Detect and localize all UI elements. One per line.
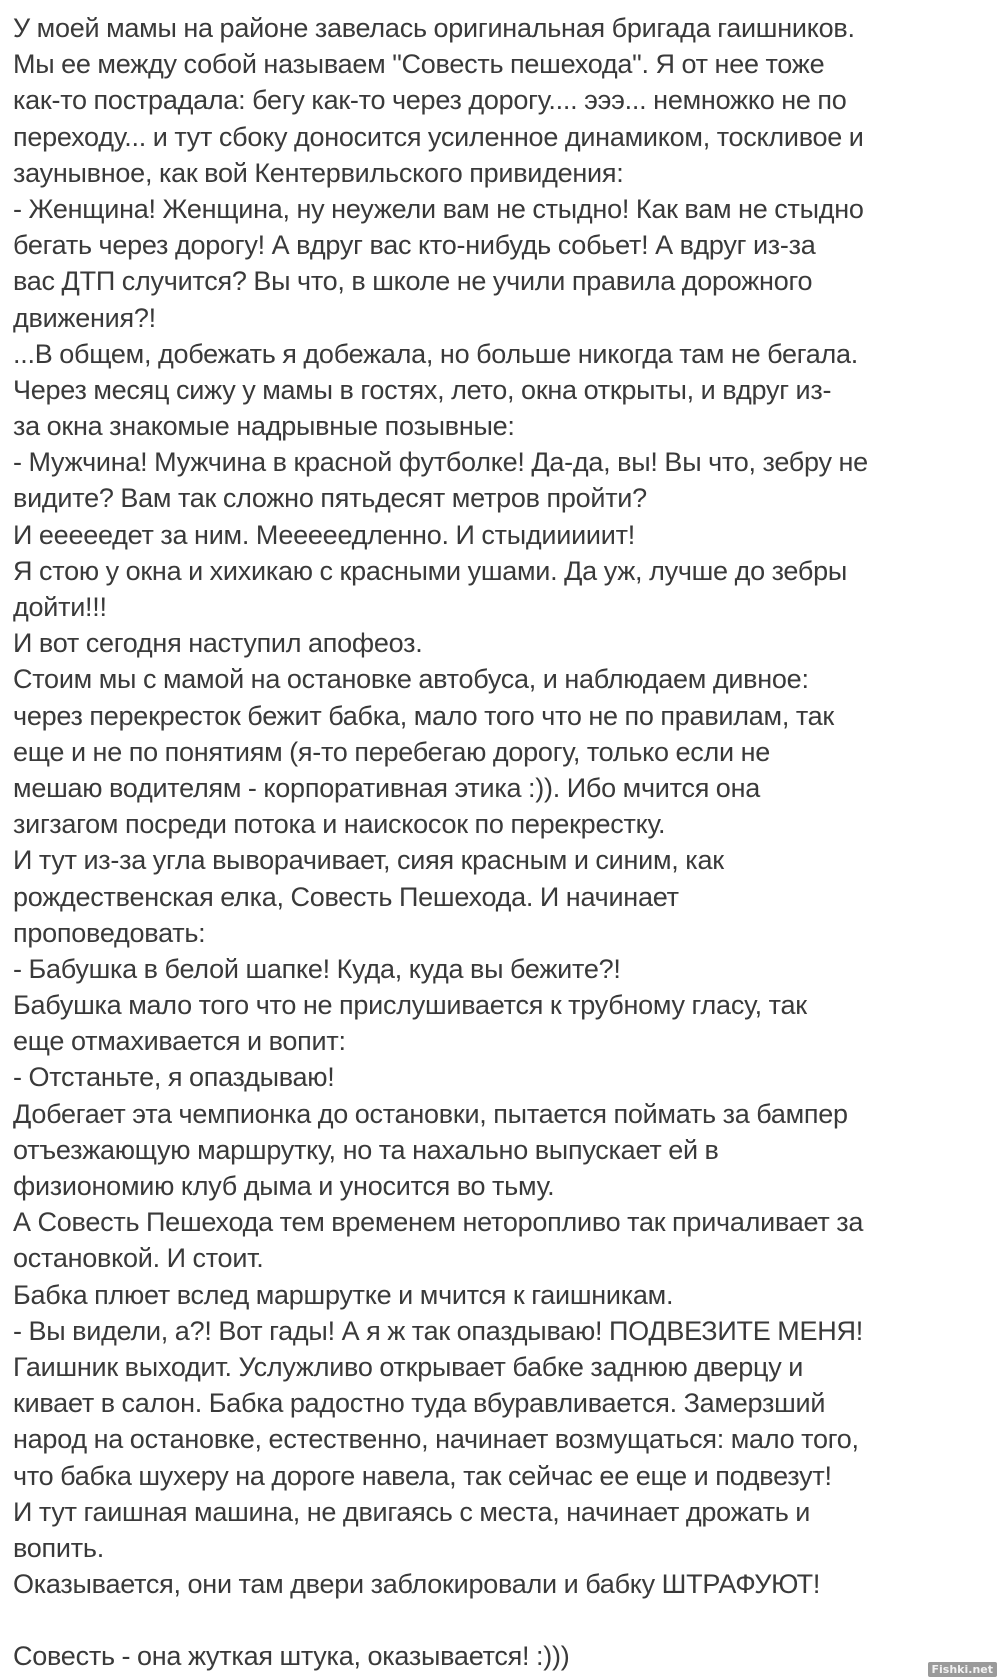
story-line: У моей мамы на районе завелась оригинальная бригада гаишников. <box>13 13 855 43</box>
story-line: что бабка шухеру на дороге навела, так сейчас ее еще и подвезут! <box>13 1460 832 1491</box>
story-line: вас ДТП случится? Вы что, в школе не учили правила дорожного <box>13 266 813 297</box>
story-line: Бабушка мало того что не прислушивается к трубному гласу, так <box>13 990 807 1021</box>
story-line: зигзагом посреди потока и наискосок по перекрестку. <box>13 809 666 840</box>
story-line: И ееееедет за ним. Мееееедленно. И стыдииииит! <box>13 519 635 550</box>
story-line: А Совесть Пешехода тем временем неторопливо так причаливает за <box>13 1207 864 1238</box>
story-line: кивает в салон. Бабка радостно туда вбуравливается. Замерзший <box>13 1388 826 1419</box>
site-watermark: Fishki.net <box>928 1662 997 1677</box>
story-line: дойти!!! <box>13 592 107 622</box>
story-line: вопить. <box>13 1532 104 1563</box>
story-line: остановкой. И стоит. <box>13 1243 264 1274</box>
story-line: мешаю водителям - корпоративная этика :)). Ибо мчится она <box>13 772 761 803</box>
story-line: еще и не по понятиям (я-то перебегаю дорогу, только если не <box>13 736 771 767</box>
story-line: проповедовать: <box>13 917 206 948</box>
story-line: Мы ее между собой называем "Совесть пешехода". Я от нее тоже <box>13 49 825 80</box>
story-line: - Отстаньте, я опаздываю! <box>13 1062 335 1093</box>
story-line: И вот сегодня наступил апофеоз. <box>13 628 423 659</box>
story-line: переходу... и тут сбоку доносится усиленное динамиком, тоскливое и <box>13 121 864 152</box>
story-line: через перекресток бежит бабка, мало того что не по правилам, так <box>13 700 834 731</box>
story-line: рождественская елка, Совесть Пешехода. И начинает <box>13 881 679 912</box>
story-line: - Мужчина! Мужчина в красной футболке! Да-да, вы! Вы что, зебру не <box>13 447 868 478</box>
story-line: Стоим мы с мамой на остановке автобуса, и наблюдаем дивное: <box>13 664 809 695</box>
story-line: Через месяц сижу у мамы в гостях, лето, окна открыты, и вдруг из- <box>13 374 832 405</box>
story-line: движения?! <box>13 302 156 333</box>
story-line: как-то пострадала: бегу как-то через дорогу.... эээ... немножко не по <box>13 85 847 116</box>
story-line: за окна знакомые надрывные позывные: <box>13 411 515 442</box>
story-line: Бабка плюет вслед маршрутке и мчится к гаишникам. <box>13 1279 674 1310</box>
story-line: - Женщина! Женщина, ну неужели вам не стыдно! Как вам не стыдно <box>13 193 864 224</box>
story-line: Совесть - она жуткая штука, оказывается! :))) <box>13 1641 570 1672</box>
story-line: ...В общем, добежать я добежала, но больше никогда там не бегала. <box>13 338 859 369</box>
story-line: бегать через дорогу! А вдруг вас кто-нибудь собьет! А вдруг из-за <box>13 230 816 261</box>
story-line: отъезжающую маршрутку, но та нахально выпускает ей в <box>13 1134 719 1165</box>
story-line: народ на остановке, естественно, начинает возмущаться: мало того, <box>13 1424 859 1455</box>
blank-line <box>13 1602 992 1638</box>
story-line: - Вы видели, а?! Вот гады! А я ж так опаздываю! ПОДВЕЗИТЕ МЕНЯ! <box>13 1315 864 1346</box>
story-line: И тут гаишная машина, не двигаясь с места, начинает дрожать и <box>13 1496 811 1527</box>
story-line: заунывное, как вой Кентервильского привидения: <box>13 157 624 188</box>
story-line: Оказывается, они там двери заблокировали и бабку ШТРАФУЮТ! <box>13 1569 821 1600</box>
story-line: - Бабушка в белой шапке! Куда, куда вы бежите?! <box>13 953 621 984</box>
story-line: физиономию клуб дыма и уносится во тьму. <box>13 1171 555 1201</box>
story-line: Добегает эта чемпионка до остановки, пытается поймать за бампер <box>13 1098 848 1129</box>
story-line: Гаишник выходит. Услужливо открывает бабке заднюю дверцу и <box>13 1351 804 1382</box>
story-line: Я стою у окна и хихикаю с красными ушами. Да уж, лучше до зебры <box>13 555 848 586</box>
story-line: еще отмахивается и вопит: <box>13 1026 346 1057</box>
story-line: видите? Вам так сложно пятьдесят метров пройти? <box>13 483 647 514</box>
story-line: И тут из-за угла выворачивает, сияя красным и синим, как <box>13 845 724 876</box>
